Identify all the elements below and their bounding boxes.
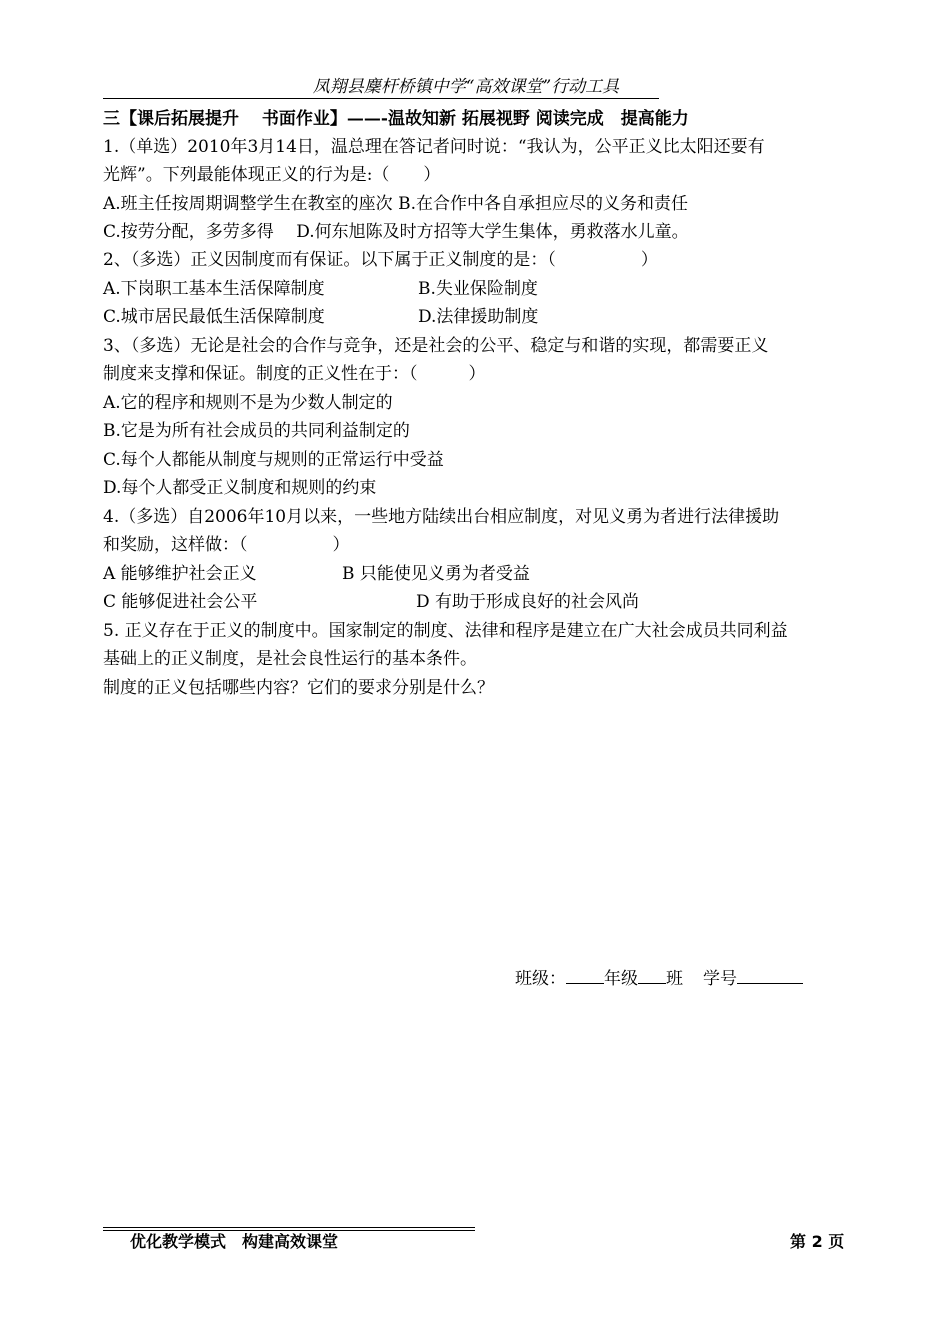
q3-option-b: B.它是为所有社会成员的共同利益制定的 [103, 421, 410, 441]
q3-stem-line1: 3、（多选）无论是社会的合作与竞争，还是社会的公平、稳定与和谐的实现，都需要正义 [103, 336, 769, 356]
student-no-label: 学号 [703, 969, 737, 989]
q3-option-c: C.每个人都能从制度与规则的正常运行中受益 [103, 450, 444, 470]
q2-option-a: A.下岗职工基本生活保障制度 [103, 279, 325, 299]
student-no-blank[interactable] [737, 965, 803, 984]
q4-option-d: D 有助于形成良好的社会风尚 [416, 592, 640, 612]
q5-stem-line3: 制度的正义包括哪些内容？它们的要求分别是什么？ [103, 678, 494, 698]
q1-stem-line1: 1.（单选）2010年3月14日，温总理在答记者问时说：“我认为，公平正义比太阳还要有 [103, 137, 765, 157]
footer-slogan: 优化教学模式 构建高效课堂 [130, 1232, 339, 1251]
q5-stem-line1: 5. 正义存在于正义的制度中。国家制定的制度、法律和程序是建立在广大社会成员共同利益 [103, 621, 788, 641]
q1-option-ab: A.班主任按周期调整学生在教室的座次 B.在合作中各自承担应尽的义务和责任 [103, 194, 688, 214]
q4-option-b: B 只能使见义勇为者受益 [342, 564, 530, 584]
q3-option-d: D.每个人都受正义制度和规则的约束 [103, 478, 377, 498]
class-label: 班级： [515, 969, 566, 989]
q2-stem: 2、（多选）正义因制度而有保证。以下属于正义制度的是：（ ） [103, 250, 658, 270]
q4-stem-line2: 和奖励，这样做：（ ） [103, 535, 350, 555]
q1-option-cd: C.按劳分配，多劳多得 D.何东旭陈及时方招等大学生集体，勇救落水儿童。 [103, 222, 689, 242]
section-heading: 三【课后拓展提升 书面作业】——-温故知新 拓展视野 阅读完成 提高能力 [103, 109, 689, 129]
ban-label: 班 [666, 969, 683, 989]
page-header [103, 76, 659, 99]
grade-label: 年级 [604, 969, 638, 989]
footer-rule-top [103, 1227, 475, 1228]
q3-stem-line2: 制度来支撑和保证。制度的正义性在于：（ ） [103, 364, 486, 384]
q5-stem-line2: 基础上的正义制度，是社会良性运行的基本条件。 [103, 649, 477, 669]
class-info [515, 965, 803, 991]
q1-stem-line2: 光辉”。下列最能体现正义的行为是:（ ） [103, 165, 441, 185]
q2-option-c: C.城市居民最低生活保障制度 [103, 307, 325, 327]
class-blank[interactable] [566, 965, 604, 984]
grade-blank[interactable] [638, 965, 666, 984]
q2-option-d: D.法律援助制度 [418, 307, 539, 327]
footer-page-number: 第 2 页 [790, 1232, 845, 1251]
q2-option-b: B.失业保险制度 [418, 279, 538, 299]
q4-option-c: C 能够促进社会公平 [103, 592, 258, 612]
q3-option-a: A.它的程序和规则不是为少数人制定的 [103, 393, 393, 413]
q4-stem-line1: 4.（多选）自2006年10月以来，一些地方陆续出台相应制度，对见义勇为者进行法律援助 [103, 507, 780, 527]
header-title: 凤翔县麇杆桥镇中学“高效课堂”行动工具 [312, 77, 620, 97]
q4-option-a: A 能够维护社会正义 [103, 564, 257, 584]
